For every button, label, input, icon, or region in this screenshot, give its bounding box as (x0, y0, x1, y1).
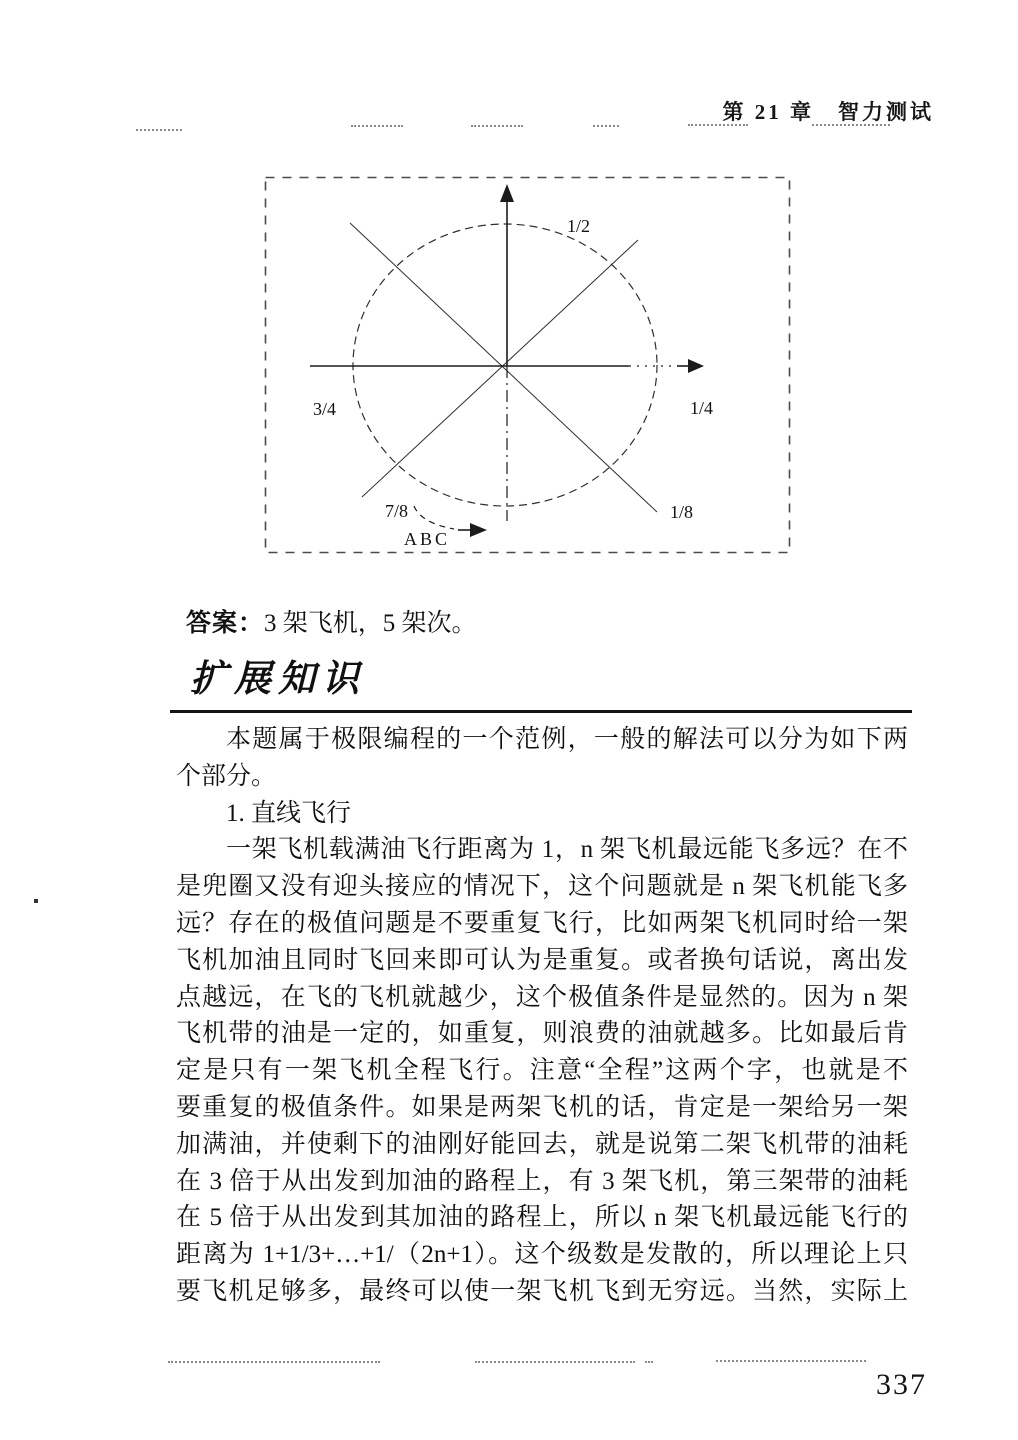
diagonal-sw-ne (362, 240, 638, 497)
page-number: 337 (876, 1368, 927, 1401)
label-seven-eighths: 7/8 (385, 501, 409, 521)
label-abc: ABC (404, 529, 451, 549)
text-line: 是兜圈又没有迎头接应的情况下，这个问题就是 n 架飞机能飞多 (176, 873, 908, 901)
scan-artifact-dot (34, 899, 38, 903)
text-line: 距离为 1+1/3+…+1/（2n+1）。这个级数是发散的，所以理论上只 (176, 1241, 908, 1269)
text-line: 在 5 倍于从出发到其加油的路程上，所以 n 架飞机最远能飞行的 (176, 1204, 908, 1232)
text-line: 加满油，并使剩下的油刚好能回去，就是说第二架飞机带的油耗 (176, 1130, 908, 1158)
body-text (176, 722, 908, 1311)
subheading-straight-flight: 1. 直线飞行 (226, 799, 352, 827)
abc-arrow-icon (470, 523, 487, 537)
text-line: 要飞机足够多，最终可以使一架飞机飞到无穷远。当然，实际上 (176, 1277, 908, 1305)
section-heading-rule (170, 710, 912, 713)
text-line: 飞机加油且同时飞回来即可认为是重复。或者换句话说，离出发 (176, 946, 908, 974)
text-line: 要重复的极值条件。如果是两架飞机的话，肯定是一架给另一架 (176, 1093, 908, 1121)
text-line: 本题属于极限编程的一个范例，一般的解法可以分为如下两 (226, 726, 908, 753)
text-line: 飞机带的油是一定的，如重复，则浪费的油就越多。比如最后肯 (176, 1020, 908, 1048)
text-line: 定是只有一架飞机全程飞行。注意“全程”这两个字，也就是不 (176, 1057, 908, 1085)
right-arrow-icon (688, 359, 704, 373)
section-heading: 扩展知识 (190, 659, 366, 700)
diagonal-nw-se (350, 223, 657, 512)
up-arrow-icon (500, 184, 514, 202)
answer-label: 答案： (186, 610, 265, 637)
label-one-eighth: 1/8 (670, 502, 694, 522)
text-line: 一架飞机载满油飞行距离为 1，n 架飞机最远能飞多远？在不 (226, 836, 908, 864)
figure-dashed-frame (266, 178, 790, 553)
answer-text: 3 架飞机，5 架次。 (264, 610, 477, 637)
label-one-half: 1/2 (567, 216, 591, 236)
label-one-quarter: 1/4 (690, 398, 714, 418)
text-line: 远？存在的极值问题是不要重复飞行，比如两架飞机同时给一架 (176, 909, 908, 937)
text-line: 在 3 倍于从出发到加油的路程上，有 3 架飞机，第三架带的油耗 (176, 1167, 908, 1195)
text-line: 点越远，在飞的飞机就越少，这个极值条件是显然的。因为 n 架 (176, 983, 908, 1011)
answer-line (186, 603, 477, 639)
abc-pointer-curve (414, 506, 454, 529)
label-three-quarters: 3/4 (313, 399, 337, 419)
figure-flight-diagram (264, 176, 791, 554)
text-line: 个部分。 (176, 762, 277, 790)
chapter-running-head: 第 21 章 智力测试 (722, 100, 934, 124)
circle-flight-range (353, 224, 657, 506)
